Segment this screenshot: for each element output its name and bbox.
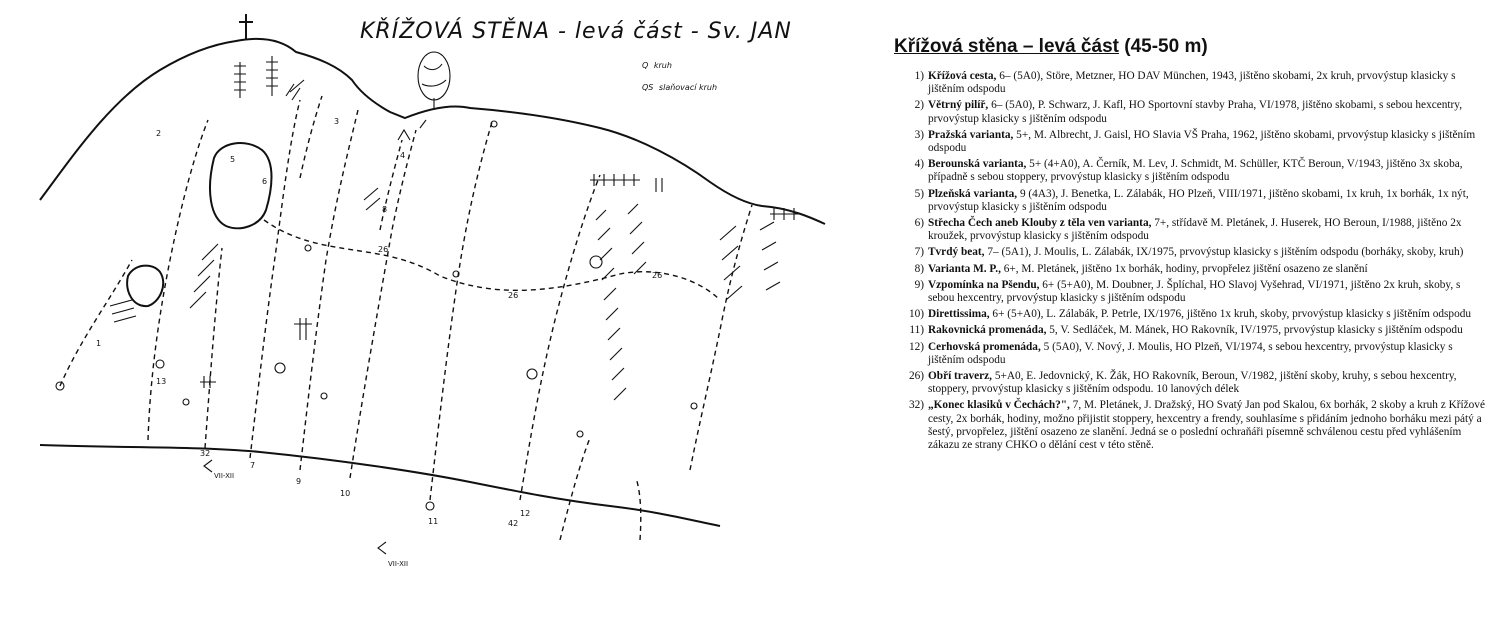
route-item — [890, 324, 1486, 337]
topo-title: KŘÍŽOVÁ STĚNA - levá část - Sv. JAN — [360, 19, 792, 44]
route-number: 4) — [914, 158, 924, 171]
arrow-markers — [204, 120, 426, 554]
route-item — [890, 129, 1486, 155]
label-7: 7 — [250, 461, 256, 470]
route-name: Vzpomínka na Pšendu, — [928, 278, 1040, 291]
route-line-2 — [148, 120, 208, 440]
route-description — [928, 246, 1486, 259]
label-42: 42 — [508, 519, 519, 528]
route-number: 5) — [914, 187, 924, 200]
route-number: 9) — [914, 278, 924, 291]
tree-icon — [418, 52, 450, 110]
route-description — [928, 341, 1486, 367]
label-32: 32 — [200, 449, 211, 458]
route-item — [890, 217, 1486, 243]
route-number: 8) — [914, 262, 924, 275]
key-slanovaci-symbol: QS — [642, 83, 654, 92]
route-details: 5 (5A0), V. Nový, J. Moulis, HO Plzeň, VI/1974, s sebou hexcentry, prvovýstup klasicky s jištěním odspodu — [928, 340, 1453, 366]
route-lines — [60, 96, 752, 540]
route-details: 6+ (5+A0), L. Zálabák, P. Petrle, IX/1976, jištěno 1x kruh, skoby, prvovýstup klasicky s jištěním odspodu — [989, 308, 1472, 321]
route-description — [928, 158, 1486, 184]
label-3: 3 — [334, 117, 340, 126]
label-4: 4 — [400, 151, 406, 160]
route-number: 26) — [908, 370, 924, 383]
route-item — [890, 263, 1486, 276]
route-legend — [890, 30, 1486, 455]
route-details: 6+ (5+A0), M. Doubner, J. Šplíchal, HO Slavoj Vyšehrad, VI/1971, jištěno 2x kruh, skoby, s sebou hexcentry, prvovýstup klasicky s jištěním odspodu — [928, 278, 1461, 305]
route-item — [890, 399, 1486, 452]
route-name: Rakovnická promenáda, — [928, 324, 1047, 337]
route-name: Berounská varianta, — [928, 158, 1027, 171]
route-name: Cerhovská promenáda, — [928, 340, 1041, 353]
label-13: 13 — [156, 377, 167, 386]
route-details: 5+ (4+A0), A. Černík, M. Lev, J. Schmidt, M. Schüller, KTČ Beroun, V/1943, jištěno 3x skoba, případně s sebou stoppery, prvovýstup klasicky s jištěním odspodu — [928, 158, 1463, 184]
route-number: 7) — [914, 246, 924, 259]
route-line-9 — [300, 110, 358, 470]
route-line-12 — [520, 175, 600, 500]
route-line-7 — [250, 100, 300, 458]
route-description — [928, 308, 1486, 321]
route-details: 7– (5A1), J. Moulis, L. Zálabák, IX/1975, prvovýstup klasicky s jištěním odspodu (borháky, skoby, kruh) — [984, 246, 1464, 259]
route-line-11 — [430, 122, 492, 500]
route-line-42 — [560, 438, 641, 540]
route-details: 5, V. Sedláček, M. Mánek, HO Rakovník, IV/1975, prvovýstup klasicky s jištěním odspodu — [1046, 324, 1463, 337]
season-labels — [214, 472, 408, 568]
route-item — [890, 158, 1486, 184]
route-item — [890, 308, 1486, 321]
legend-title-text: Křížová stěna – levá část — [894, 36, 1119, 57]
key-slanovaci-text: slaňovací kruh — [658, 83, 718, 92]
route-details: 7, M. Pletánek, J. Dražský, HO Svatý Jan pod Skalou, 6x borhák, 2 skoby a kruh z Křížové cesty, 2x borhák, hodiny, možno přijistit stoppery, hexcentry a frendy, souhlasíme s přidáním jednoho borháku mezi pátý a šestý, prvopřelez, jištění osazeno ze slanění. Jedná se o poslední ochraňáři písemně schválenou cestu před vyhlášením zákazu ze strany CHKO o dělání cest v této stěně. — [928, 399, 1485, 452]
key-slanovaci-kruh — [642, 83, 717, 92]
route-item — [890, 370, 1486, 396]
route-line-3 — [300, 96, 322, 178]
label-26c: 26 — [652, 271, 663, 280]
label-26b: 26 — [508, 291, 519, 300]
route-line-26-traverse — [264, 220, 720, 300]
route-name: Pražská varianta, — [928, 128, 1014, 141]
label-6: 6 — [262, 177, 268, 186]
route-details: 7+, střídavě M. Pletánek, J. Huserek, HO Beroun, I/1988, jištěno 2x kroužek, prvovýstup klasicky s jištěním odspodu — [928, 217, 1462, 243]
route-number: 10) — [908, 308, 924, 321]
label-1a: 1 — [96, 339, 102, 348]
route-item — [890, 99, 1486, 125]
label-8: 8 — [382, 205, 388, 214]
route-item — [890, 188, 1486, 214]
route-details: 6– (5A0), Störe, Metzner, HO DAV München, 1943, jištěno skobami, 2x kruh, prvovýstup klasicky s jištěním odspodu — [928, 70, 1456, 96]
legend-title — [894, 36, 1486, 58]
label-10: 10 — [340, 489, 351, 498]
route-number: 2) — [914, 99, 924, 112]
route-line-4 — [380, 140, 402, 230]
label-2: 2 — [156, 129, 162, 138]
route-number: 12) — [908, 340, 924, 353]
route-name: Křížová cesta, — [928, 70, 997, 82]
route-details: 5+, M. Albrecht, J. Gaisl, HO Slavia VŠ Praha, 1962, jištěno skobami, prvovýstup klasicky s jištěním odspodu — [928, 128, 1476, 155]
route-number: 3) — [914, 128, 924, 141]
summit-cross-icon — [239, 14, 253, 40]
route-number: 1) — [914, 70, 924, 82]
route-description — [928, 399, 1486, 452]
route-list — [890, 70, 1486, 452]
route-details: 5+A0, E. Jedovnický, K. Žák, HO Rakovník, Beroun, V/1982, jištění skoby, kruhy, s sebou hexcentry, stoppery, prvovýstup klasicky s jištěním odspodu. 10 lanových délek — [928, 370, 1457, 396]
label-5: 5 — [230, 155, 236, 164]
route-name: Direttissima, — [928, 308, 990, 321]
route-name: Střecha Čech aneb Klouby z těla ven varianta, — [928, 217, 1152, 230]
route-name: Tvrdý beat, — [928, 246, 985, 259]
route-details: 6+, M. Pletánek, jištěno 1x borhák, hodiny, prvopřelez jištění osazeno ze slanění — [1000, 262, 1368, 275]
route-details: 6– (5A0), P. Schwarz, J. Kafl, HO Sportovní stavby Praha, VI/1978, jištěno skobami, s sebou hexcentry, prvovýstup klasicky s jištěním odspodu — [928, 99, 1463, 125]
label-9: 9 — [296, 477, 302, 486]
route-line-10 — [350, 130, 416, 478]
route-description — [928, 129, 1486, 155]
route-description — [928, 99, 1486, 125]
label-12: 12 — [520, 509, 531, 518]
route-name: „Konec klasiků v Čechách?", — [928, 399, 1070, 412]
route-details: 9 (4A3), J. Benetka, L. Zálabák, HO Plzeň, VIII/1971, jištěno skobami, 1x kruh, 1x borhák, 1x nýt, prvovýstup klasicky s jištěním odspodu — [928, 187, 1469, 213]
route-line-1 — [60, 260, 132, 386]
route-description — [928, 188, 1486, 214]
route-name: Větrný pilíř, — [928, 99, 989, 112]
ground-line — [40, 445, 720, 526]
route-item — [890, 70, 1486, 96]
route-description — [928, 279, 1486, 305]
route-number: 6) — [914, 217, 924, 230]
route-description — [928, 70, 1486, 96]
route-item — [890, 246, 1486, 259]
season-label-1: VII-XII — [214, 472, 235, 480]
route-item — [890, 279, 1486, 305]
route-number: 11) — [909, 324, 924, 337]
label-11: 11 — [428, 517, 439, 526]
route-name: Varianta M. P., — [928, 262, 1001, 275]
route-name: Plzeňská varianta, — [928, 187, 1018, 200]
season-label-2: VII-XII — [388, 560, 409, 568]
route-description — [928, 217, 1486, 243]
key-kruh-symbol: Q — [642, 61, 649, 70]
route-line-13 — [690, 205, 752, 470]
hatch-marks — [110, 56, 800, 400]
key-kruh-text: kruh — [653, 61, 672, 70]
route-number: 32) — [908, 399, 924, 412]
lower-boulder — [127, 266, 163, 307]
label-26a: 26 — [378, 245, 389, 254]
legend-height: (45-50 m) — [1124, 36, 1208, 57]
route-name: Obří traverz, — [928, 370, 992, 383]
key-kruh — [642, 61, 672, 70]
route-description — [928, 370, 1486, 396]
route-description — [928, 324, 1486, 337]
route-item — [890, 341, 1486, 367]
route-description — [928, 263, 1486, 276]
